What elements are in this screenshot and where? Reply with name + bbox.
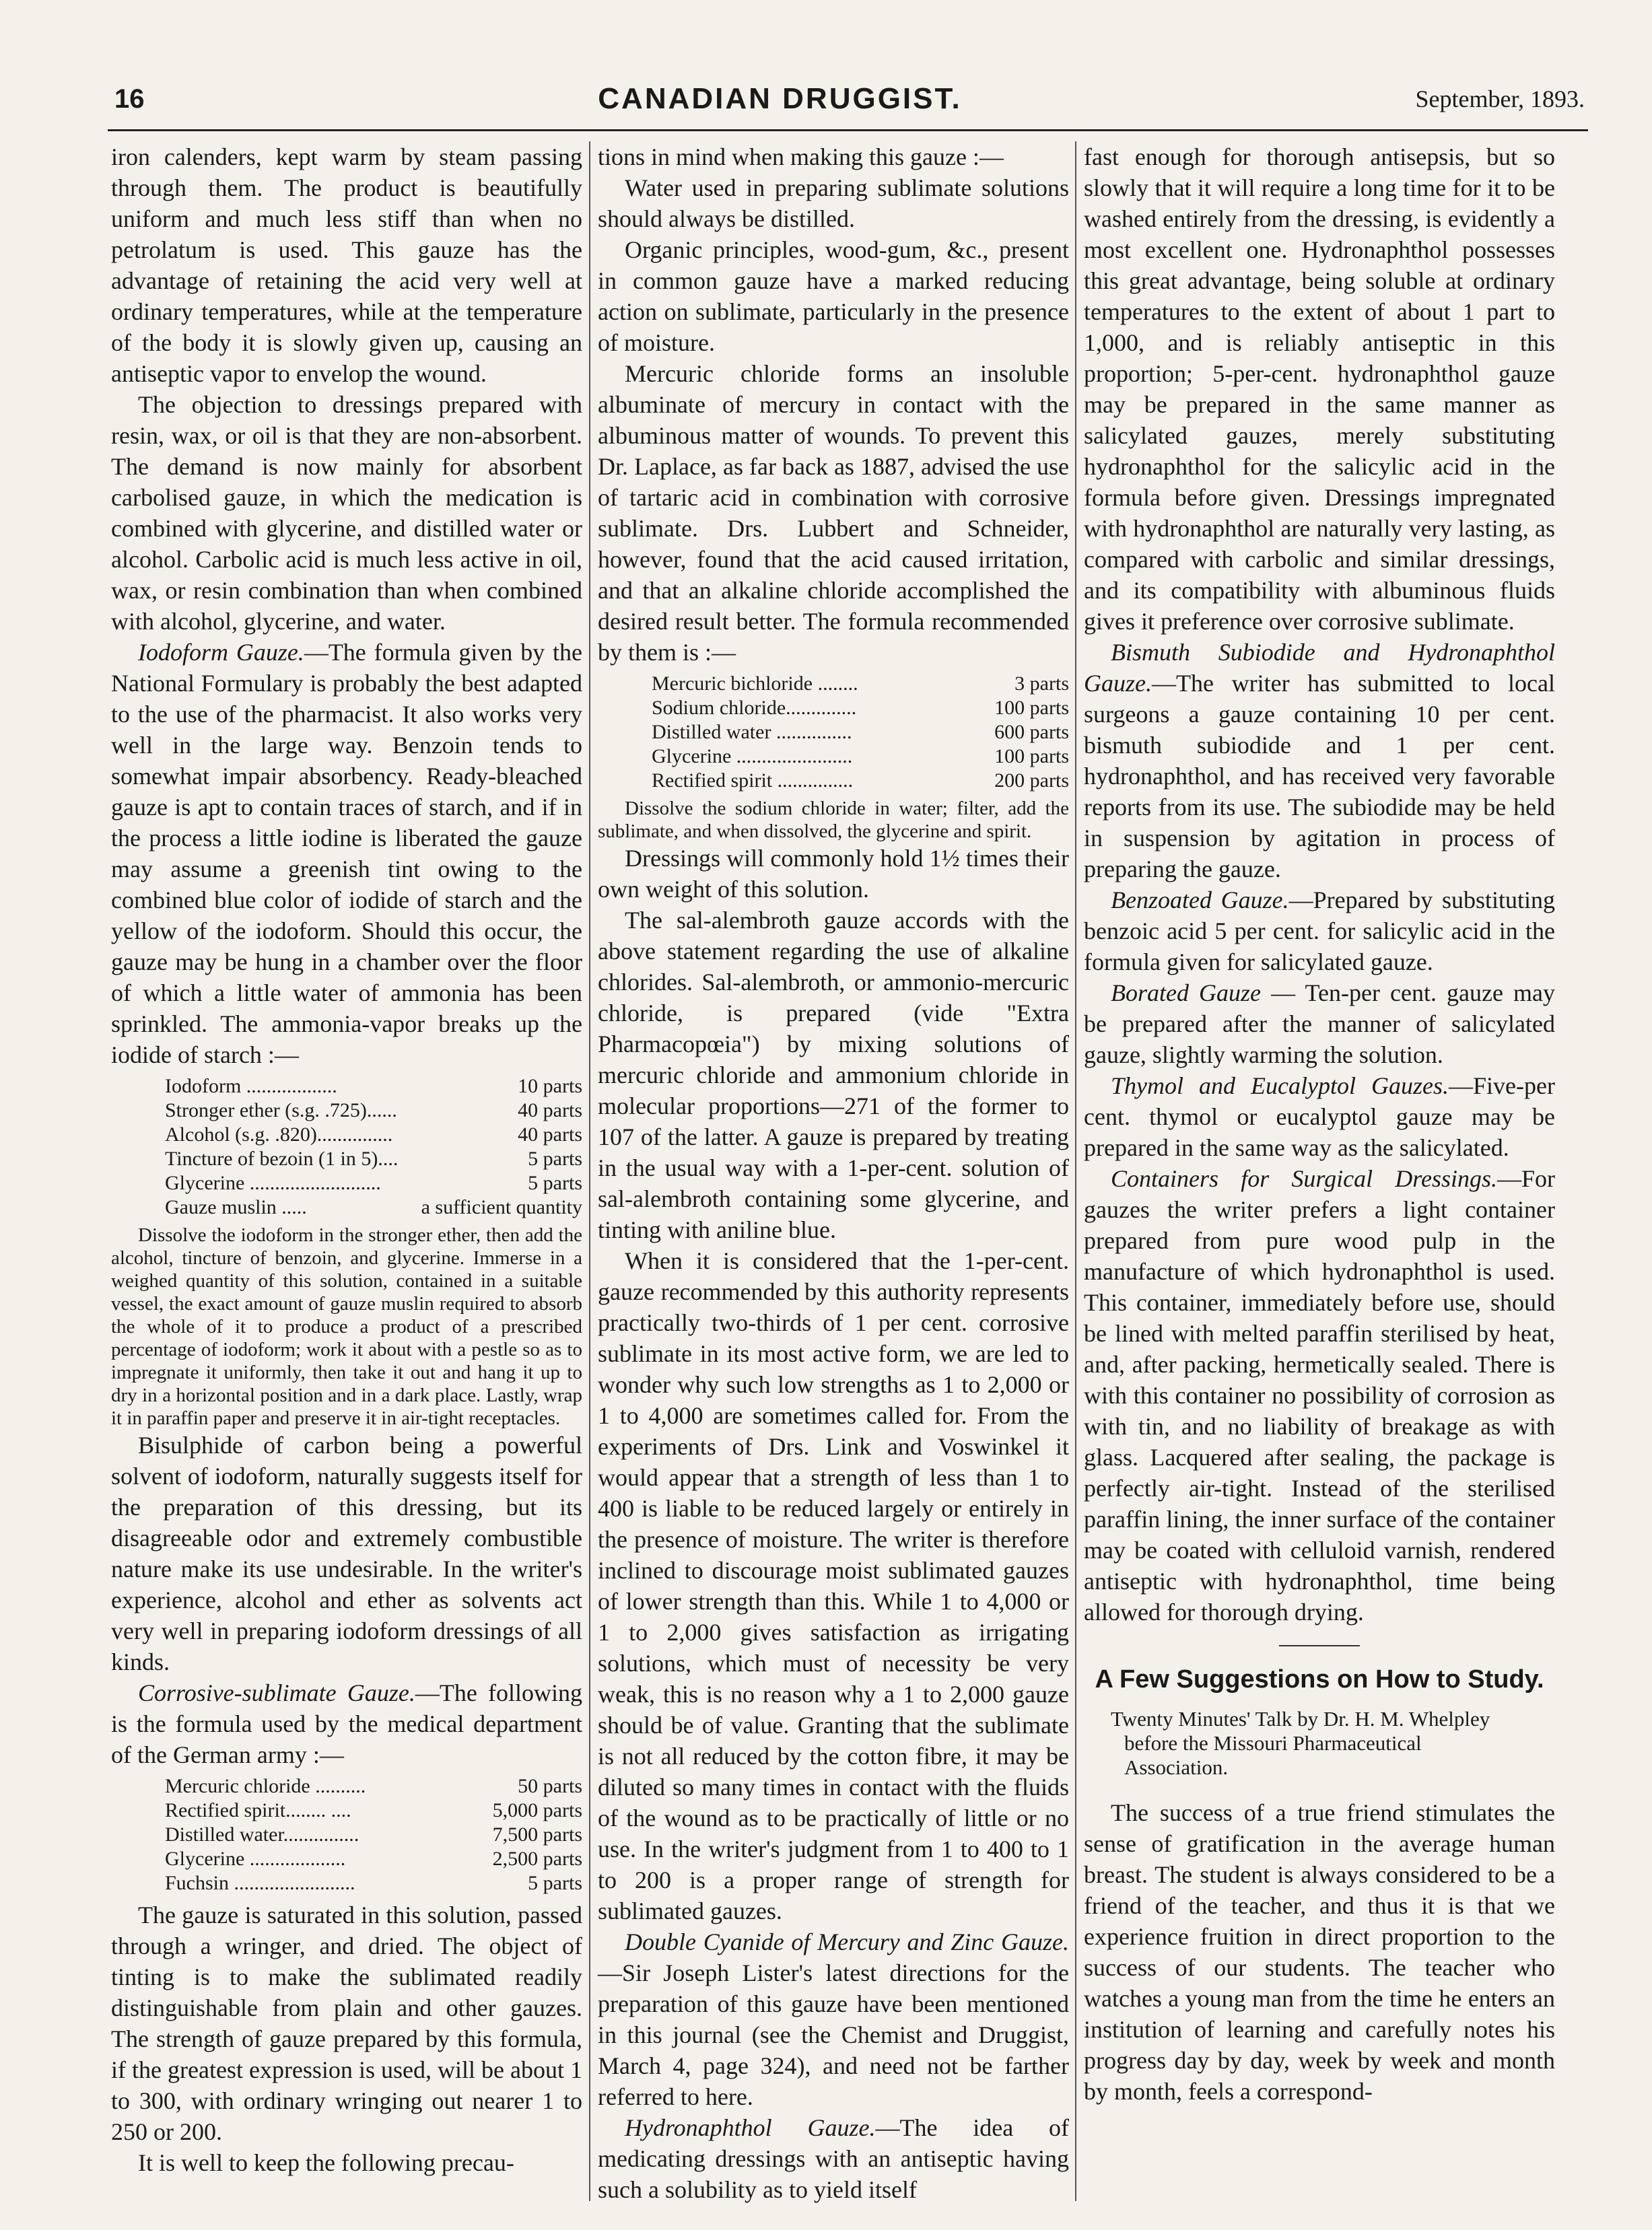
paragraph-text: —Five-per cent. thymol or eucalyptol gauze may be prepared in the same way as the salicylated. bbox=[1084, 1072, 1555, 1161]
formula-row bbox=[165, 1774, 582, 1799]
section-title: Corrosive-sublimate Gauze. bbox=[138, 1679, 415, 1706]
page-header bbox=[114, 75, 1585, 123]
formula-row bbox=[165, 1099, 582, 1123]
paragraph: The objection to dressings prepared with resin, wax, or oil is that they are non-absorbent. The demand is now mainly for absorbent carbolised gauze, in which the medication is combined with glycerine, and distilled water or alcohol. Carbolic acid is much less active in oil, wax, or resin combination than when combined with alcohol, glycerine, and water. bbox=[111, 391, 582, 635]
paragraph bbox=[1084, 977, 1555, 1070]
ingredient: Fuchsin ........................ bbox=[165, 1872, 355, 1894]
issue-date: September, 1893. bbox=[1415, 85, 1585, 112]
quantity: 5 parts bbox=[528, 1148, 582, 1170]
ingredient: Rectified spirit ............... bbox=[652, 769, 854, 792]
ingredient: Tincture of bezoin (1 in 5).... bbox=[165, 1148, 399, 1170]
quantity: 200 parts bbox=[994, 769, 1069, 792]
paragraph-text: —For gauzes the writer prefers a light container prepared from pure wood pulp in the manufacture of which hydronaphthol is used. This container, immediately before use, should be lined with melted paraffin sterilised by heat, and, after packing, hermetically sealed. There is with this container no possibility of corrosion as with tin, and no liability of breakage as with glass. Lacquered after sealing, the package is perfectly air-tight. Instead of the sterilised paraffin lining, the inner surface of the container may be coated with celluloid varnish, rendered antiseptic with hydronaphthol, time being allowed for thorough drying. bbox=[1084, 1165, 1555, 1626]
quantity: 5 parts bbox=[528, 1172, 582, 1194]
paragraph: tions in mind when making this gauze :— bbox=[598, 143, 1004, 170]
ingredient: Glycerine .......................... bbox=[165, 1172, 381, 1194]
formula-row bbox=[652, 696, 1069, 720]
formula-row bbox=[165, 1147, 582, 1171]
quantity: 2,500 parts bbox=[492, 1848, 582, 1870]
paragraph: iron calenders, kept warm by steam passing through them. The product is beautifully uniform and much less stiff than when no petrolatum is used. This gauze has the advantage of retaining the acid very well at ordinary temperatures, while at the temperature of the body it is slowly given up, causing an antiseptic vapor to envelop the wound. bbox=[111, 143, 582, 387]
article-byline: Twenty Minutes' Talk by Dr. H. M. Whelpley before the Missouri Pharmaceutical Association. bbox=[1111, 1707, 1490, 1779]
paragraph-text: — Ten-per cent. gauze may be prepared after the manner of salicylated gauze, slightly warming the solution. bbox=[1084, 979, 1556, 1068]
paragraph-text: —Sir Joseph Lister's latest directions for the preparation of this gauze have been mentioned in this journal (see the Chemist and Druggist, March 4, page 324), and need not be farther referred to here. bbox=[598, 1959, 1069, 2110]
paragraph bbox=[1084, 1163, 1555, 1628]
ingredient: Alcohol (s.g. .820)............... bbox=[165, 1123, 393, 1146]
ingredient: Mercuric bichloride ........ bbox=[652, 672, 858, 695]
quantity: 7,500 parts bbox=[492, 1823, 582, 1846]
ingredient: Distilled water............... bbox=[165, 1823, 359, 1846]
formula-row bbox=[165, 1847, 582, 1871]
paragraph bbox=[111, 1677, 582, 1770]
quantity: 100 parts bbox=[994, 745, 1069, 767]
formula-note: Dissolve the sodium chloride in water; filter, add the sublimate, and when dissolved, the glycerine and spirit. bbox=[598, 798, 1069, 842]
formula-row bbox=[165, 1823, 582, 1847]
formula-row bbox=[165, 1171, 582, 1195]
formula-note: Dissolve the iodoform in the stronger ether, then add the alcohol, tincture of benzoin, and glycerine. Immerse in a weighed quantity of this solution, contained in a suitable vessel, the exact amount of gauze muslin required to absorb the whole of it to produce a product of a prescribed percentage of iodoform; work it about with a pestle so as to impregnate it uniformly, then take it out and hang it up to dry in a horizontal position and in a dark place. Lastly, wrap it in paraffin paper and preserve it in air-tight receptacles. bbox=[111, 1224, 582, 1429]
section-title: Thymol and Eucalyptol Gauzes. bbox=[1111, 1072, 1449, 1099]
formula-row bbox=[652, 769, 1069, 793]
ingredient: Iodoform .................. bbox=[165, 1075, 337, 1097]
formula-row bbox=[652, 744, 1069, 769]
paragraph: Dressings will commonly hold 1½ times their own weight of this solution. bbox=[598, 845, 1069, 903]
formula-table bbox=[652, 672, 1069, 793]
paragraph: Mercuric chloride forms an insoluble albuminate of mercury in contact with the albuminous matter of wounds. To prevent this Dr. Laplace, as far back as 1887, advised the use of tartaric acid in combination with corrosive sublimate. Drs. Lubbert and Schneider, however, found that the acid caused irritation, and that an alkaline chloride accomplished the desired result better. The formula recommended by them is :— bbox=[598, 360, 1069, 666]
paragraph: Bisulphide of carbon being a powerful solvent of iodoform, naturally suggests itself for the preparation of this dressing, but its disagreeable odor and extremely combustible nature make its use undesirable. In the writer's experience, alcohol and ether as solvents act very well in preparing iodoform dressings of all kinds. bbox=[111, 1432, 582, 1675]
paragraph bbox=[1084, 637, 1555, 884]
quantity: 5,000 parts bbox=[492, 1799, 582, 1821]
page-number: 16 bbox=[114, 83, 145, 114]
formula-row bbox=[165, 1074, 582, 1099]
paragraph-text: —The formula given by the National Formulary is probably the best adapted to the use of the pharmacist. It also works very well in the large way. Benzoin tends to somewhat impair absorbency. Ready-bleached gauze is apt to contain traces of starch, and if in the process a little iodine is liberated the gauze may assume a greenish tint owing to the combined blue color of iodide of starch and the yellow of the iodoform. Should this occur, the gauze may be hung in a chamber over the floor of which a little water of ammonia has been sprinkled. The ammonia-vapor breaks up the iodide of starch :— bbox=[111, 639, 583, 1068]
article-heading: A Few Suggestions on How to Study. bbox=[1095, 1665, 1544, 1694]
quantity: 3 parts bbox=[1014, 672, 1069, 695]
formula-row bbox=[652, 672, 1069, 696]
formula-row bbox=[652, 720, 1069, 744]
paragraph bbox=[111, 637, 582, 1070]
formula-row bbox=[165, 1871, 582, 1895]
paragraph: It is well to keep the following precau- bbox=[138, 2149, 514, 2176]
ingredient: Rectified spirit........ .... bbox=[165, 1799, 351, 1821]
formula-row bbox=[165, 1195, 582, 1220]
section-title: Benzoated Gauze. bbox=[1111, 886, 1289, 913]
header-rule bbox=[108, 129, 1588, 131]
ingredient: Glycerine ....................... bbox=[652, 745, 853, 767]
quantity: 40 parts bbox=[518, 1123, 582, 1146]
paragraph: The success of a true friend stimulates the sense of gratification in the average human breast. The student is always considered to be a friend of the teacher, and thus it is that we experience fruition in direct proportion to the success of our students. The teacher who watches a young man from the time he enters an institution of learning and carefully notes his progress day by day, week by week and month by month, feels a correspond- bbox=[1084, 1799, 1555, 2105]
column-3 bbox=[1084, 141, 1555, 2107]
column-divider bbox=[1075, 141, 1076, 2201]
paragraph bbox=[1084, 884, 1555, 977]
section-separator bbox=[1279, 1645, 1360, 1646]
paragraph: Water used in preparing sublimate solutions should always be distilled. bbox=[598, 174, 1069, 232]
paragraph bbox=[598, 1926, 1069, 2112]
journal-title: CANADIAN DRUGGIST. bbox=[598, 82, 962, 115]
paragraph-text: —The idea of medicating dressings with an antiseptic having such a solubility as to yield itself bbox=[598, 2114, 1069, 2203]
quantity: 100 parts bbox=[994, 697, 1069, 719]
column-divider bbox=[589, 141, 590, 2201]
paragraph: Organic principles, wood-gum, &c., present in common gauze have a marked reducing action on sublimate, particularly in the presence of moisture. bbox=[598, 236, 1069, 356]
section-title: Containers for Surgical Dressings. bbox=[1111, 1165, 1497, 1192]
section-title: Iodoform Gauze. bbox=[138, 639, 304, 666]
paragraph: fast enough for thorough antisepsis, but so slowly that it will require a long time for it to be washed entirely from the dressing, is evidently a most excellent one. Hydronaphthol possesses this great advantage, being soluble at ordinary temperatures to the extent of about 1 part to 1,000, and is reliably antiseptic in this proportion; 5-per-cent. hydronaphthol gauze may be prepared in the same manner as salicylated gauzes, merely substituting hydronaphthol for the salicylic acid in the formula before given. Dressings impregnated with hydronaphthol are naturally very lasting, as compared with carbolic and similar dressings, and its compatibility with albuminous fluids gives it preference over corrosive sublimate. bbox=[1084, 143, 1555, 635]
paragraph-text: —The following is the formula used by the medical department of the German army :— bbox=[111, 1679, 582, 1768]
paragraph-text: —Prepared by substituting benzoic acid 5 per cent. for salicylic acid in the formula given for salicylated gauze. bbox=[1084, 886, 1555, 975]
paragraph: When it is considered that the 1-per-cent. gauze recommended by this authority represents practically two-thirds of 1 per cent. corrosive sublimate in its most active form, we are led to wonder why such low strengths as 1 to 2,000 or 1 to 4,000 are sometimes called for. From the experiments of Drs. Link and Voswinkel it would appear that a strength of less than 1 to 400 is liable to be reduced largely or entirely in the presence of moisture. The writer is therefore inclined to discourage moist sublimated gauzes of lower strength than this. While 1 to 4,000 or 1 to 2,000 gives satisfaction as irrigating solutions, which must of necessity be very weak, this is no reason why a 1 to 2,000 gauze should be of value. Granting that the sublimate is not all reduced by the cotton fibre, it may be diluted so many times in contact with the fluids of the wound as to be practically of little or no use. In the writer's judgment from 1 to 400 to 1 to 200 is a proper range of strength for sublimated gauzes. bbox=[598, 1247, 1069, 1924]
formula-table bbox=[165, 1074, 582, 1220]
quantity: 40 parts bbox=[518, 1099, 582, 1121]
ingredient: Stronger ether (s.g. .725)...... bbox=[165, 1099, 397, 1121]
paragraph bbox=[598, 2112, 1069, 2205]
ingredient: Sodium chloride.............. bbox=[652, 697, 857, 719]
section-title: Bismuth Subiodide and Hydronaphthol Gauze. bbox=[1084, 639, 1555, 697]
formula-row bbox=[165, 1799, 582, 1823]
ingredient: Mercuric chloride .......... bbox=[165, 1775, 366, 1797]
section-title: Hydronaphthol Gauze. bbox=[625, 2114, 876, 2141]
quantity: 5 parts bbox=[528, 1872, 582, 1894]
formula-table bbox=[165, 1774, 582, 1895]
paragraph: The gauze is saturated in this solution, passed through a wringer, and dried. The object of tinting is to make the sublimated readily distinguishable from plain and other gauzes. The strength of gauze prepared by this formula, if the greatest expression is used, will be about 1 to 300, with ordinary wringing out nearer 1 to 250 or 200. bbox=[111, 1902, 582, 2145]
ingredient: Gauze muslin ..... bbox=[165, 1196, 307, 1218]
paragraph: The sal-alembroth gauze accords with the above statement regarding the use of alkaline chlorides. Sal-alembroth, or ammonio-mercuric chloride, is prepared (vide "Extra Pharmacopœia") by mixing solutions of mercuric chloride and ammonium chloride in molecular proportions—271 of the former to 107 of the latter. A gauze is prepared by treating in the usual way with a 1-per-cent. solution of sal-alembroth containing some glycerine, and tinting with aniline blue. bbox=[598, 907, 1069, 1243]
paragraph-text: —The writer has submitted to local surgeons a gauze containing 10 per cent. bismuth subiodide and 1 per cent. hydronaphthol, and has received very favorable reports from its use. The subiodide may be held in suspension by agitation in process of preparing the gauze. bbox=[1084, 670, 1555, 882]
paragraph bbox=[1084, 1070, 1555, 1163]
quantity: a sufficient quantity bbox=[421, 1196, 582, 1218]
section-title: Double Cyanide of Mercury and Zinc Gauze. bbox=[625, 1928, 1069, 1955]
quantity: 50 parts bbox=[518, 1775, 582, 1797]
column-1 bbox=[111, 141, 582, 2178]
ingredient: Glycerine ................... bbox=[165, 1848, 346, 1870]
section-title: Borated Gauze bbox=[1111, 979, 1262, 1006]
quantity: 10 parts bbox=[518, 1075, 582, 1097]
formula-row bbox=[165, 1123, 582, 1147]
ingredient: Distilled water ............... bbox=[652, 721, 852, 743]
quantity: 600 parts bbox=[994, 721, 1069, 743]
column-2 bbox=[598, 141, 1069, 2205]
